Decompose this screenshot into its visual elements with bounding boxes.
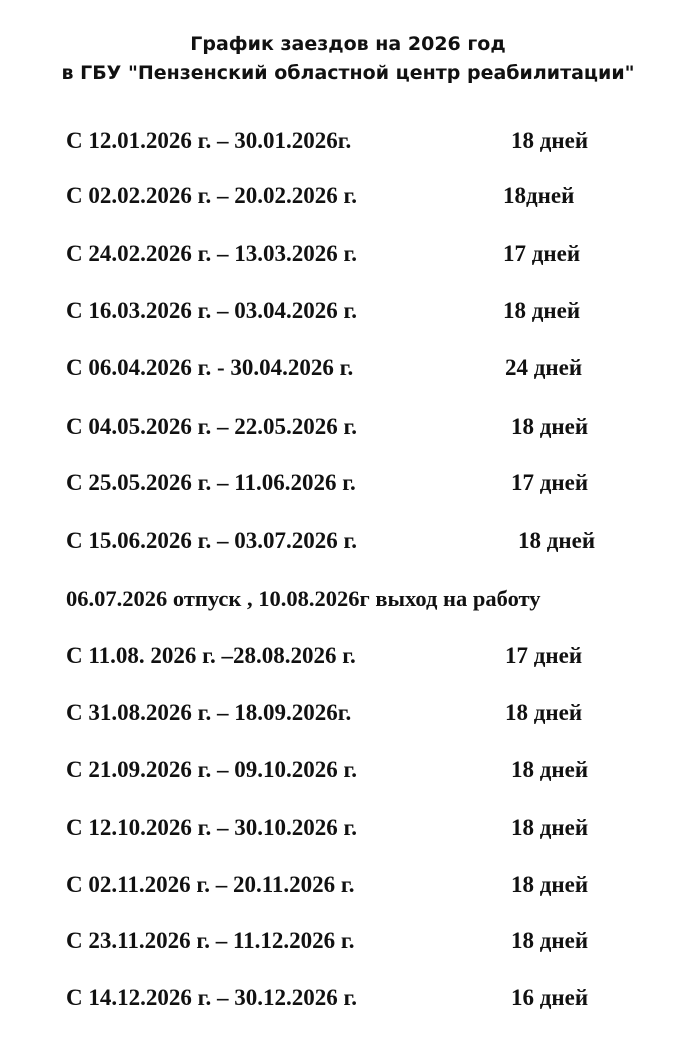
schedule-row [0, 865, 696, 905]
schedule-row [0, 463, 696, 503]
days-count: 18 дней [511, 928, 589, 953]
date-range: С 04.05.2026 г. – 22.05.2026 г. [66, 414, 358, 439]
schedule-row [0, 348, 696, 388]
days-count: 18 дней [503, 298, 581, 323]
days-count: 17 дней [505, 643, 583, 668]
date-range: С 31.08.2026 г. – 18.09.2026г. [66, 700, 352, 725]
schedule-row [0, 176, 696, 216]
date-range: С 11.08. 2026 г. –28.08.2026 г. [66, 643, 356, 668]
days-count: 18 дней [511, 128, 589, 153]
schedule-row [0, 978, 696, 1018]
days-count: 18 дней [505, 700, 583, 725]
date-range: С 25.05.2026 г. – 11.06.2026 г. [66, 470, 356, 495]
days-count: 18 дней [511, 872, 589, 897]
date-range: С 02.11.2026 г. – 20.11.2026 г. [66, 872, 355, 897]
date-range: С 02.02.2026 г. – 20.02.2026 г. [66, 183, 358, 208]
schedule-row [0, 750, 696, 790]
date-range: С 15.06.2026 г. – 03.07.2026 г. [66, 528, 358, 553]
schedule-row [0, 636, 696, 676]
days-count: 24 дней [505, 355, 583, 380]
vacation-note-text: 06.07.2026 отпуск , 10.08.2026г выход на работу [66, 586, 541, 611]
date-range: С 16.03.2026 г. – 03.04.2026 г. [66, 298, 358, 323]
days-count: 17 дней [503, 241, 581, 266]
schedule-row [0, 693, 696, 733]
schedule-row [0, 291, 696, 331]
days-count: 18 дней [511, 757, 589, 782]
days-count: 18 дней [511, 815, 589, 840]
title-line-2: в ГБУ "Пензенский областной центр реабилитации" [61, 62, 635, 84]
schedule-row [0, 234, 696, 274]
schedule-row [0, 121, 696, 161]
schedule-row [0, 521, 696, 561]
date-range: С 24.02.2026 г. – 13.03.2026 г. [66, 241, 358, 266]
date-range: С 06.04.2026 г. - 30.04.2026 г. [66, 355, 354, 380]
days-count: 16 дней [511, 985, 589, 1010]
vacation-note [0, 579, 696, 619]
date-range: С 12.10.2026 г. – 30.10.2026 г. [66, 815, 358, 840]
days-count: 17 дней [511, 470, 589, 495]
days-count: 18 дней [511, 414, 589, 439]
date-range: С 12.01.2026 г. – 30.01.2026г. [66, 128, 352, 153]
days-count: 18дней [503, 183, 575, 208]
days-count: 18 дней [518, 528, 596, 553]
title-line-1: График заездов на 2026 год [190, 33, 506, 55]
schedule-row [0, 921, 696, 961]
date-range: С 23.11.2026 г. – 11.12.2026 г. [66, 928, 355, 953]
date-range: С 21.09.2026 г. – 09.10.2026 г. [66, 757, 358, 782]
schedule-row [0, 808, 696, 848]
schedule-row [0, 407, 696, 447]
date-range: С 14.12.2026 г. – 30.12.2026 г. [66, 985, 358, 1010]
